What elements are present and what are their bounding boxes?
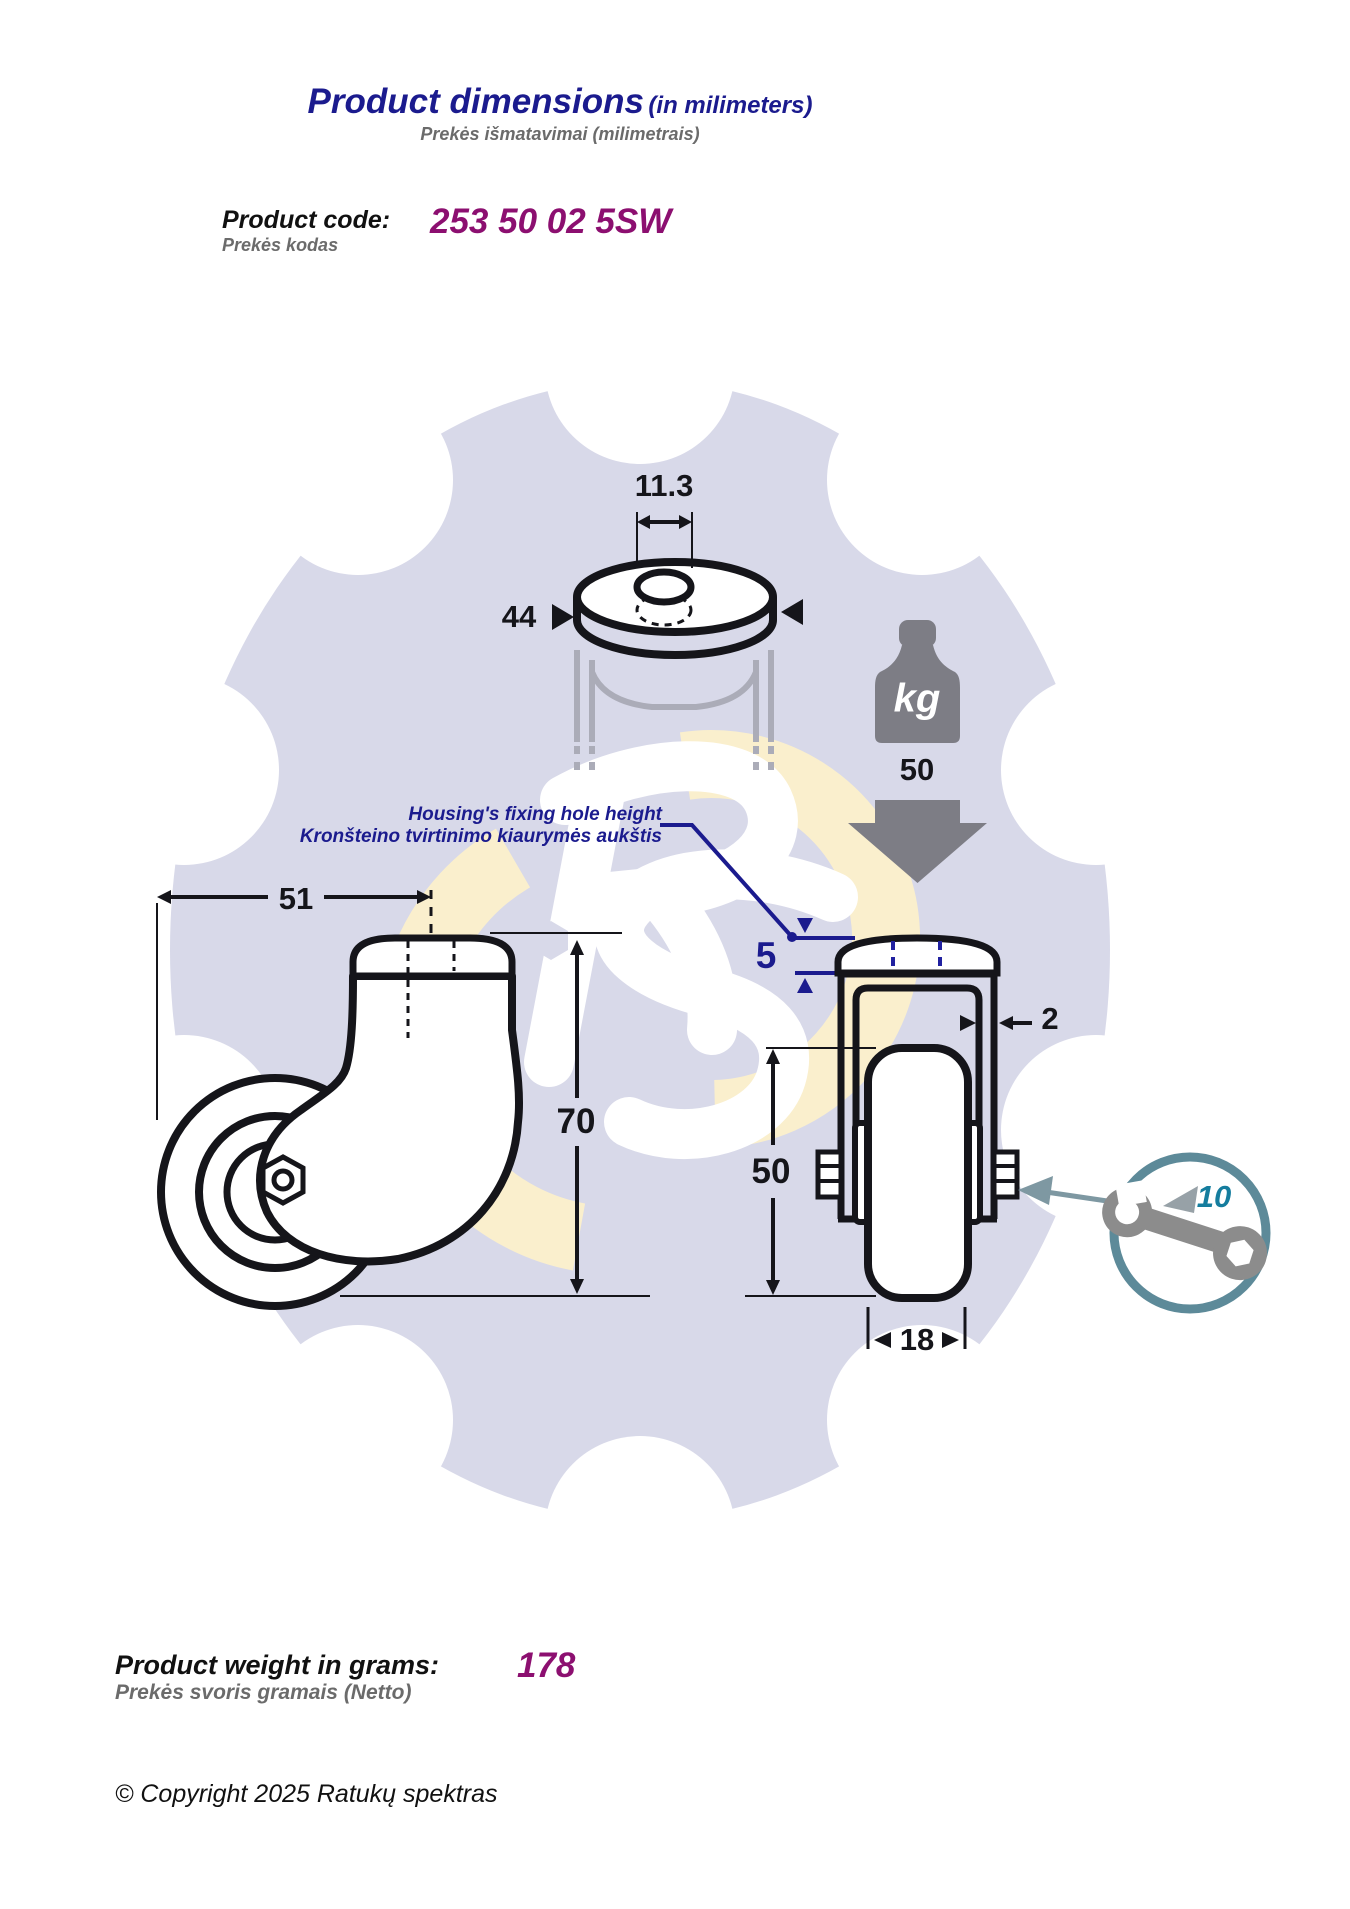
copyright-text: © Copyright 2025 Ratukų spektras	[115, 1780, 498, 1808]
dim-total-height: 70	[556, 1102, 596, 1141]
fixing-hole-annotation: Housing's fixing hole height Kronšteino tvirtinimo kiaurymės aukštis	[299, 804, 662, 847]
page-subtitle: Prekės išmatavimai (milimetrais)	[420, 124, 700, 144]
product-code-value: 253 50 02 5SW	[430, 202, 672, 241]
dim-housing-length: 51	[278, 881, 314, 916]
product-weight-value: 178	[517, 1646, 576, 1685]
center-hole	[637, 572, 691, 602]
dim-wheel-width: 18	[899, 1322, 935, 1357]
product-weight-label: Product weight in grams: Prekės svoris gramais (Netto)	[115, 1650, 440, 1705]
wrench-size-value: 10	[1196, 1179, 1232, 1214]
wheel-front	[868, 1048, 968, 1298]
product-code-label: Product code: Prekės kodas	[222, 206, 391, 255]
dim-hole-diameter: 11.3	[634, 468, 694, 503]
axle-bolt-right	[994, 1152, 1017, 1197]
kg-unit-label: kg	[893, 676, 941, 721]
dim-plate-diameter: 44	[501, 599, 537, 634]
dim-wheel-diameter: 50	[751, 1152, 791, 1191]
dim-fixing-hole-height: 5	[755, 935, 777, 976]
title-units: (in milimeters)	[648, 92, 813, 119]
dim-fork-thickness: 2	[1041, 1001, 1059, 1036]
housing-cap-front	[838, 938, 997, 973]
housing-cap	[353, 938, 512, 976]
axle-bolt-left	[818, 1152, 841, 1197]
load-capacity-value: 50	[899, 752, 935, 787]
title-text: Product dimensions	[307, 82, 644, 121]
page-title	[160, 82, 960, 122]
